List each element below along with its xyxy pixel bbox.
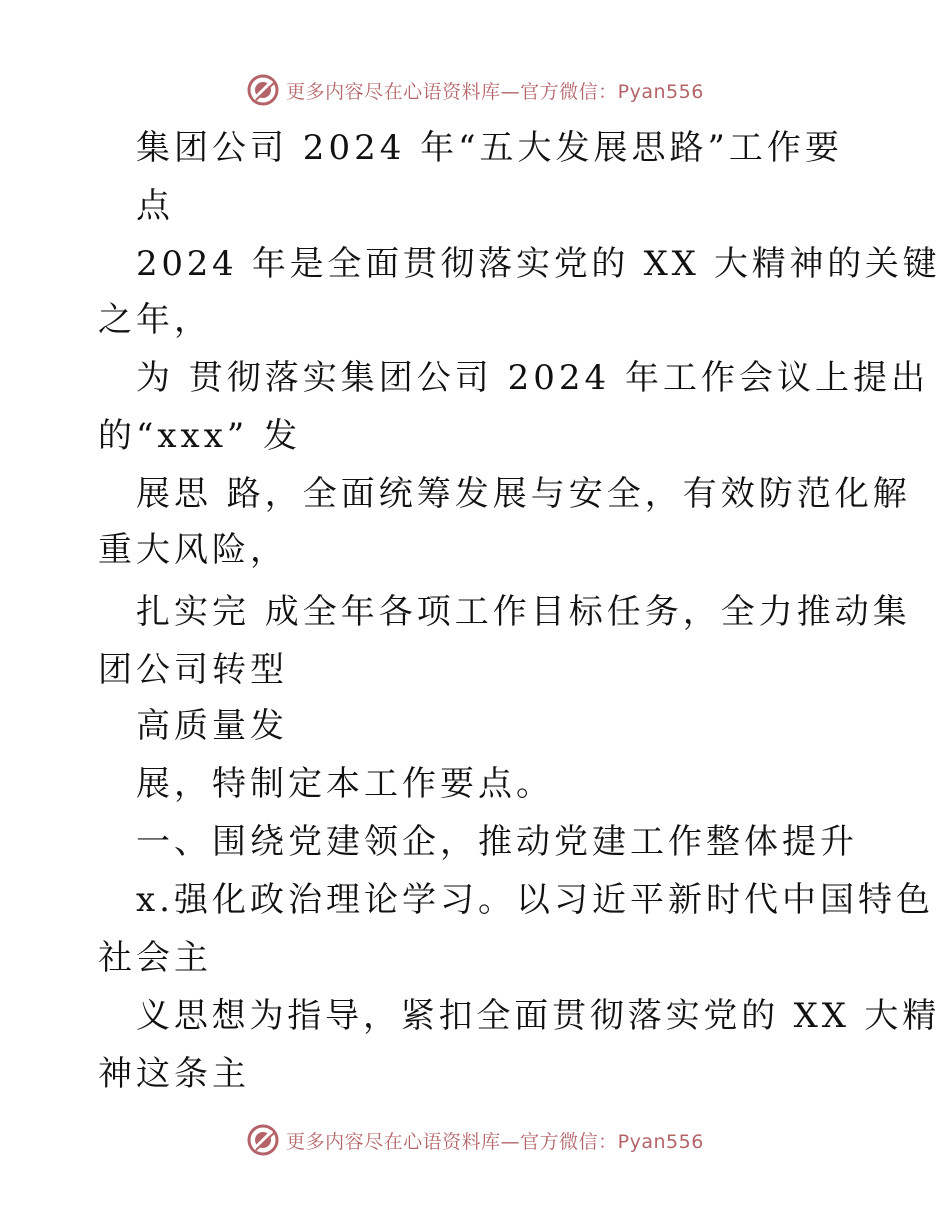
paragraph-line: 展思 路，全面统筹发展与安全，有效防范化解 xyxy=(136,474,911,514)
seal-logo-icon xyxy=(246,73,280,107)
watermark-header xyxy=(0,70,950,110)
paragraph-line: 2024 年是全面贯彻落实党的 XX 大精神的关键 xyxy=(136,244,941,284)
paragraph-line: 展，特制定本工作要点。 xyxy=(136,764,554,804)
paragraph-line: 的“xxx” 发 xyxy=(98,416,302,456)
paragraph-line: 为 贯彻落实集团公司 2024 年工作会议上提出 xyxy=(136,358,929,398)
paragraph-line: 神这条主 xyxy=(98,1054,250,1094)
paragraph-line: 之年， xyxy=(98,300,212,340)
paragraph-line: 团公司转型 xyxy=(98,650,288,690)
watermark-footer xyxy=(0,1120,950,1160)
seal-logo-icon xyxy=(246,1123,280,1157)
paragraph-line: 义思想为指导，紧扣全面贯彻落实党的 XX 大精 xyxy=(136,996,941,1036)
paragraph-line: 重大风险， xyxy=(98,530,288,570)
paragraph-line: 社会主 xyxy=(98,938,212,978)
section-heading: 一、围绕党建领企，推动党建工作整体提升 xyxy=(136,822,858,862)
paragraph-line: 扎实完 成全年各项工作目标任务，全力推动集 xyxy=(136,592,911,632)
paragraph-line: x.强化政治理论学习。以习近平新时代中国特色 xyxy=(136,880,934,920)
title-line: 点 xyxy=(136,186,174,226)
title-line: 集团公司 2024 年“五大发展思路”工作要 xyxy=(136,128,843,168)
watermark-text: 更多内容尽在心语资料库—官方微信：Pyan556 xyxy=(286,80,704,103)
paragraph-line: 高质量发 xyxy=(136,706,288,746)
watermark-text: 更多内容尽在心语资料库—官方微信：Pyan556 xyxy=(286,1130,704,1153)
